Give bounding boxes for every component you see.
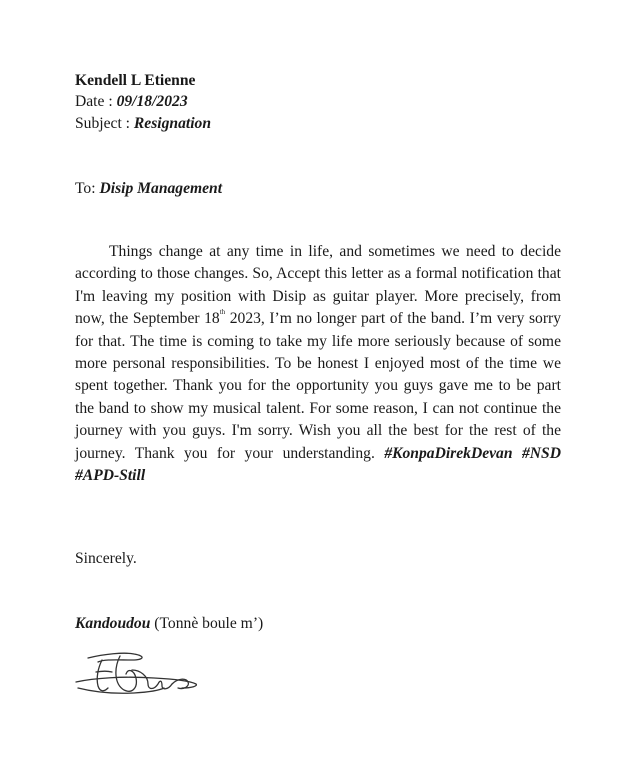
ordinal-suffix: th [219,308,226,317]
subject-line [75,113,211,134]
hashtags: #KonpaDirekDevan #NSD #APD-Still [75,444,561,485]
signoff-alias: (Tonnè boule m’) [150,615,264,632]
date-label: Date : [75,93,117,110]
body-text-part1: Things change at any time in life, and sometimes we need to decide according to those changes. So, Accept this letter as a formal notification that I'm leaving my position with Disip as guitar player. More precisely, from now, the September 18 [75,243,561,328]
recipient-label: To: [75,180,100,197]
body-paragraph [75,241,561,487]
signoff-name: Kandoudou [75,615,151,632]
body-text-part2: 2023, I’m no longer part of the band. I’m very sorry for that. The time is coming to take my life more seriously because of some more personal responsibilities. To be honest I enjoyed most of the time we spent together. Thank you for the opportunity you guys gave me to be part the band to show my musical talent. For some reason, I can not continue the journey with you guys. I'm sorry. Wish you all the best for the rest of the journey. Thank you for your understanding. [75,310,561,462]
sender-name: Kendell L Etienne [75,72,196,89]
letter-body [75,241,561,487]
subject-label: Subject : [75,115,134,132]
handwritten-signature-icon [74,648,204,708]
closing-line: Sincerely. [75,550,137,567]
signoff-line [75,613,263,634]
date-line [75,91,188,112]
date-value: 09/18/2023 [116,93,188,110]
recipient-line [75,178,222,199]
subject-value: Resignation [133,115,212,132]
recipient-name: Disip Management [99,180,223,197]
